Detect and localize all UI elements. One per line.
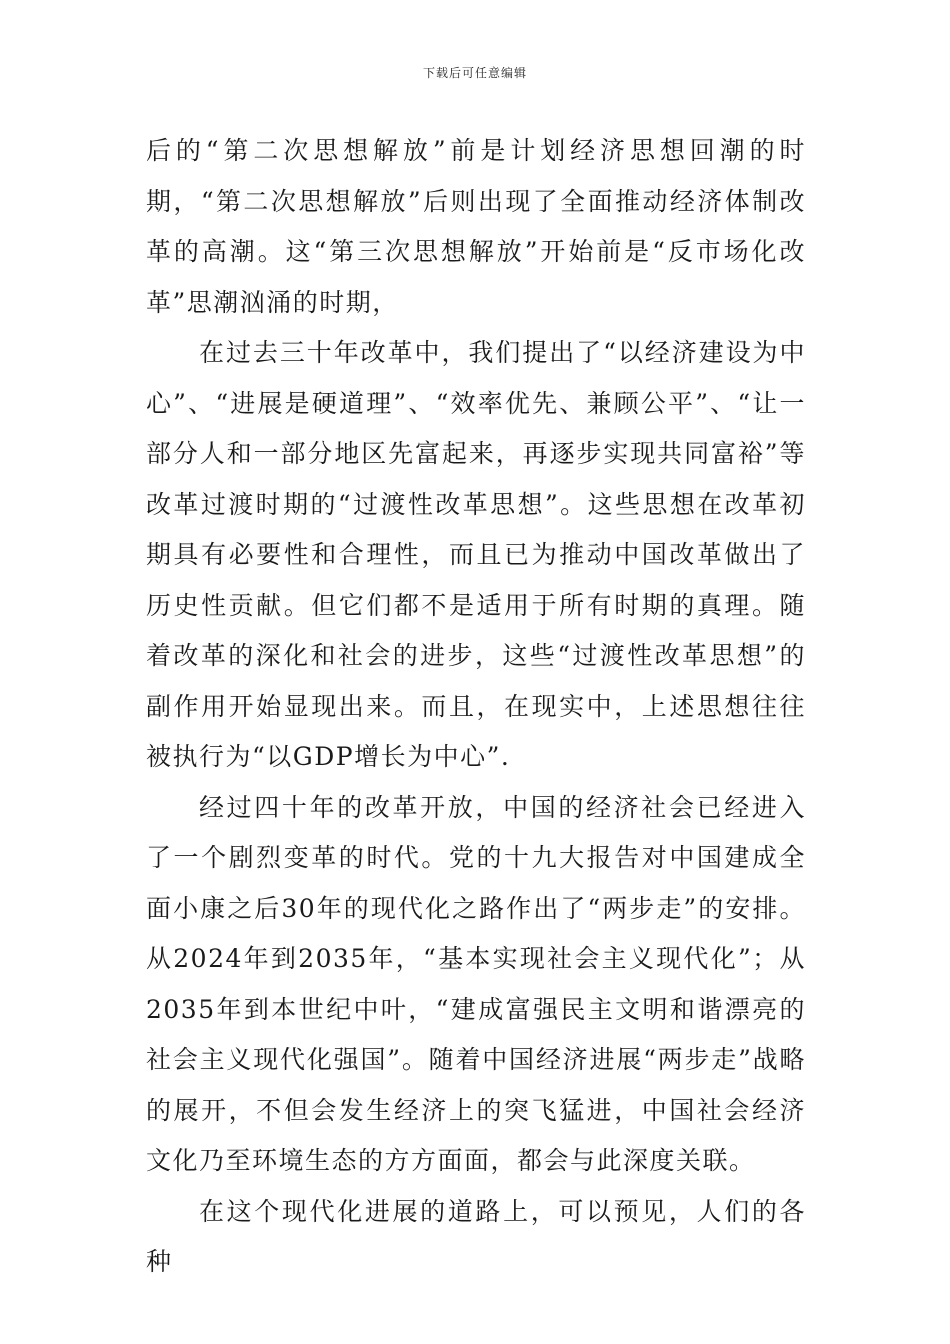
page-header: 下载后可任意编辑 (422, 66, 527, 80)
paragraph-continuation: 后的“第二次思想解放”前是计划经济思想回潮的时期，“第二次思想解放”后则出现了全面推动经济体制改革的高潮。这“第三次思想解放”开始前是“反市场化改革”思潮汹涌的时期， (146, 136, 806, 317)
paragraph-modernization-road: 在这个现代化进展的道路上，可以预见，人们的各种 (146, 1196, 806, 1276)
document-body (146, 126, 806, 1288)
paragraph-transitional-ideas: 在过去三十年改革中，我们提出了“以经济建设为中心”、“进展是硬道理”、“效率优先、兼顾公平”、“让一部分人和一部分地区先富起来，再逐步实现共同富裕”等改革过渡时期的“过渡性改革思想”。这些思想在改革初期具有必要性和合理性，而且已为推动中国改革做出了历史性贡献。但它们都不是适用于所有时期的真理。随着改革的深化和社会的进步，这些“过渡性改革思想”的副作用开始显现出来。而且，在现实中，上述思想往往被执行为“以GDP增长为中心”. (146, 338, 806, 771)
paragraph-forty-years-reform: 经过四十年的改革开放，中国的经济社会已经进入了一个剧烈变革的时代。党的十九大报告对中国建成全面小康之后30年的现代化之路作出了“两步走”的安排。从2024年到2035年，“基本实现社会主义现代化”；从2035年到本世纪中叶，“建成富强民主文明和谐漂亮的社会主义现代化强国”。随着中国经济进展“两步走”战略的展开，不但会发生经济上的突飞猛进，中国社会经济文化乃至环境生态的方方面面，都会与此深度关联。 (146, 792, 806, 1175)
